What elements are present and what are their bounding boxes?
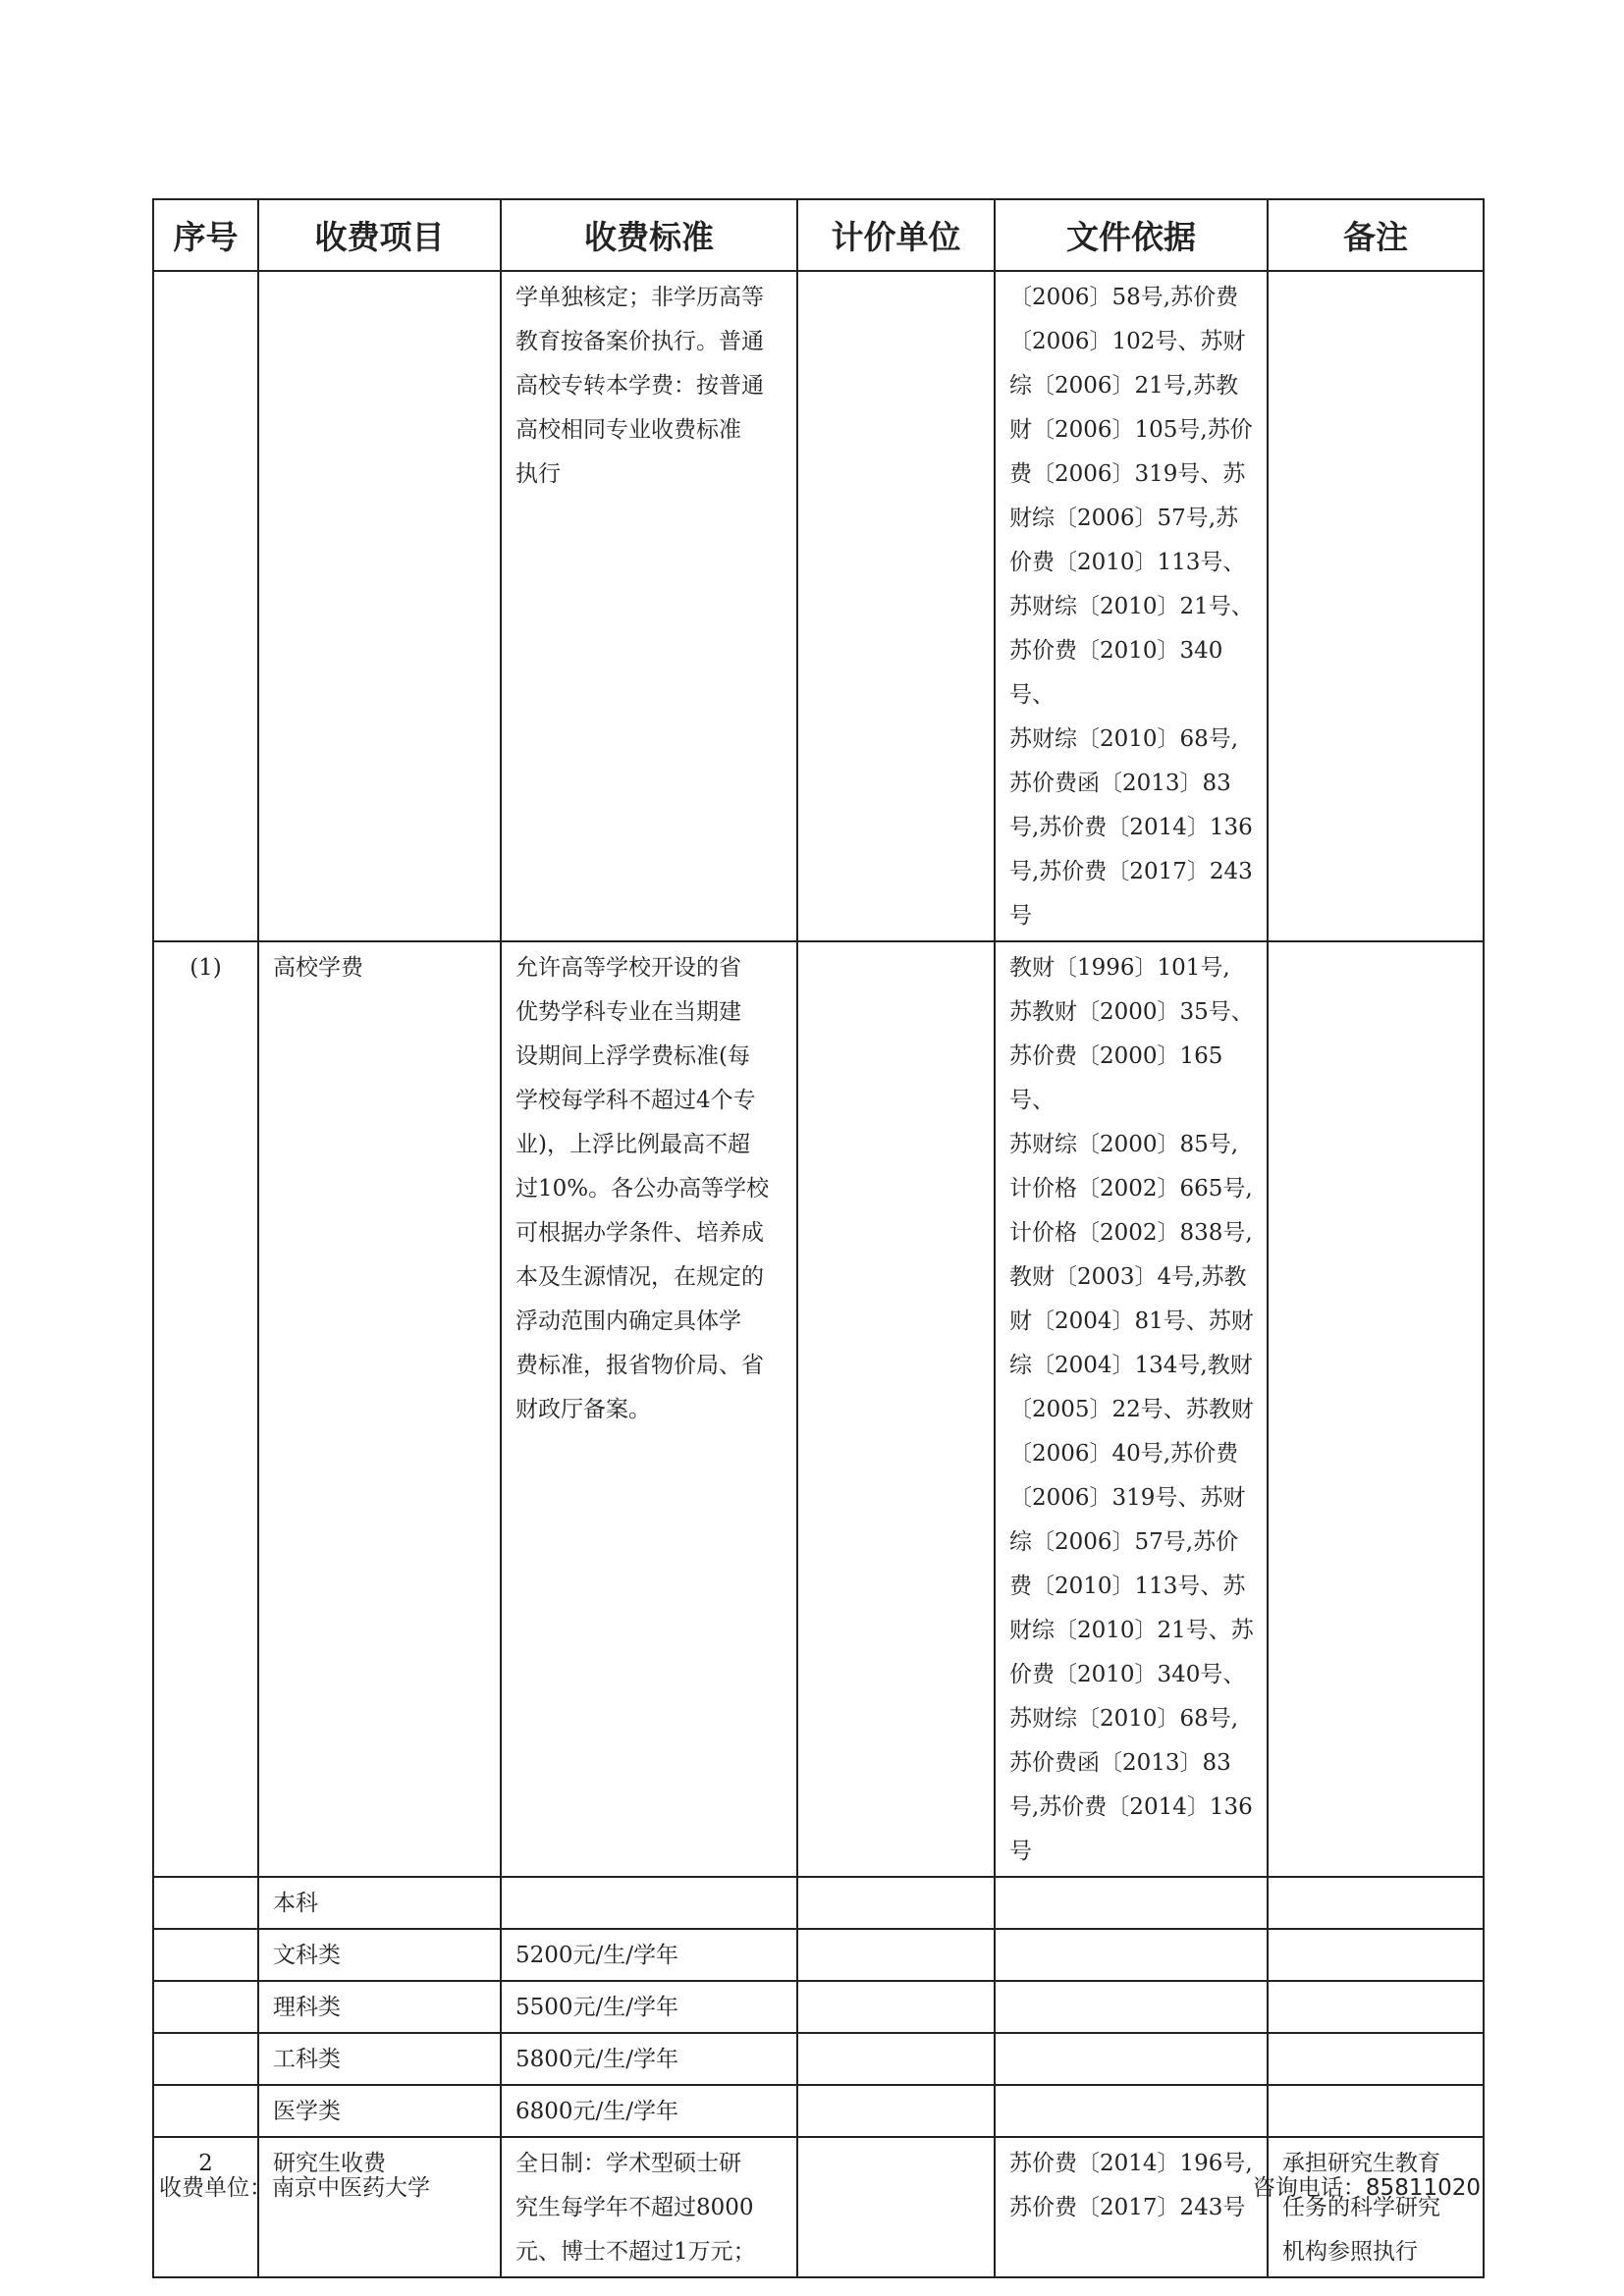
- header-fee-standard: 收费标准: [501, 199, 797, 271]
- serial-number-cell: (1): [153, 941, 258, 1877]
- fee-standard-cell: 6800元/生/学年: [501, 2085, 797, 2137]
- consultation-phone-footer: 咨询电话：85811020: [1252, 2175, 1481, 2201]
- fee-standard-cell: 5800元/生/学年: [501, 2033, 797, 2085]
- document-basis-cell: [995, 1981, 1268, 2033]
- remarks-cell: [1268, 2033, 1484, 2085]
- serial-number-cell: [153, 1929, 258, 1981]
- header-fee-item: 收费项目: [258, 199, 501, 271]
- header-remarks: 备注: [1268, 199, 1484, 271]
- remarks-cell: [1268, 941, 1484, 1877]
- pricing-unit-cell: [797, 1877, 995, 1929]
- fee-item-cell: [258, 271, 501, 941]
- document-basis-cell: [995, 1877, 1268, 1929]
- table-row: [153, 2085, 1484, 2137]
- serial-number-cell: [153, 2085, 258, 2137]
- fee-standard-cell: 允许高等学校开设的省 优势学科专业在当期建 设期间上浮学费标准(每 学校每学科不超过4个专 业)，上浮比例最高不超 过10%。各公办高等学校 可根据办学条件、培养成 本及生源情况，在规定的 浮动范围内确定具体学 费标准，报省物价局、省 财政厅备案。: [501, 941, 797, 1877]
- pricing-unit-cell: [797, 2085, 995, 2137]
- serial-number-cell: [153, 1877, 258, 1929]
- header-serial-number: 序号: [153, 199, 258, 271]
- fee-table: [152, 198, 1485, 2278]
- pricing-unit-cell: [797, 1929, 995, 1981]
- header-document-basis: 文件依据: [995, 199, 1268, 271]
- document-basis-cell: [995, 2085, 1268, 2137]
- pricing-unit-cell: [797, 941, 995, 1877]
- table-row: [153, 1877, 1484, 1929]
- document-basis-cell: [995, 2033, 1268, 2085]
- fee-item-cell: 高校学费: [258, 941, 501, 1877]
- pricing-unit-cell: [797, 2033, 995, 2085]
- charging-unit-footer: 收费单位：南京中医药大学: [159, 2175, 430, 2201]
- fee-standard-cell: 5500元/生/学年: [501, 1981, 797, 2033]
- serial-number-cell: [153, 271, 258, 941]
- fee-item-cell: 研究生收费: [258, 2137, 501, 2277]
- fee-standard-cell: 全日制：学术型硕士研 究生每学年不超过8000 元、博士不超过1万元；: [501, 2137, 797, 2277]
- serial-number-cell: [153, 1981, 258, 2033]
- pricing-unit-cell: [797, 2137, 995, 2277]
- table-row: [153, 1929, 1484, 1981]
- pricing-unit-cell: [797, 271, 995, 941]
- document-basis-cell: 〔2006〕58号,苏价费 〔2006〕102号、苏财 综〔2006〕21号,苏教 财〔2006〕105号,苏价 费〔2006〕319号、苏 财综〔2006〕57号,苏 价费〔2010〕113号、 苏财综〔2010〕21号、 苏价费〔2010〕340号、 苏财综〔2010〕68号, 苏价费函〔2013〕83 号,苏价费〔2014〕136 号,苏价费〔2017〕243 号: [995, 271, 1268, 941]
- remarks-cell: [1268, 1877, 1484, 1929]
- fee-standard-cell: 学单独核定；非学历高等 教育按备案价执行。普通 高校专转本学费：按普通 高校相同专业收费标准 执行: [501, 271, 797, 941]
- table-row: [153, 2137, 1484, 2277]
- fee-item-cell: 本科: [258, 1877, 501, 1929]
- fee-standard-cell: [501, 1877, 797, 1929]
- fee-item-cell: 工科类: [258, 2033, 501, 2085]
- fee-item-cell: 医学类: [258, 2085, 501, 2137]
- serial-number-cell: [153, 2033, 258, 2085]
- header-pricing-unit: 计价单位: [797, 199, 995, 271]
- pricing-unit-cell: [797, 1981, 995, 2033]
- remarks-cell: [1268, 2085, 1484, 2137]
- fee-standard-cell: 5200元/生/学年: [501, 1929, 797, 1981]
- table-row: [153, 941, 1484, 1877]
- remarks-cell: [1268, 1929, 1484, 1981]
- serial-number-cell: 2: [153, 2137, 258, 2277]
- table-row: [153, 1981, 1484, 2033]
- document-basis-cell: [995, 1929, 1268, 1981]
- remarks-cell: [1268, 1981, 1484, 2033]
- table-row: [153, 2033, 1484, 2085]
- remarks-cell: [1268, 271, 1484, 941]
- fee-item-cell: 文科类: [258, 1929, 501, 1981]
- remarks-cell: 承担研究生教育 任务的科学研究 机构参照执行: [1268, 2137, 1484, 2277]
- table-header-row: [153, 199, 1484, 271]
- fee-item-cell: 理科类: [258, 1981, 501, 2033]
- document-basis-cell: 教财〔1996〕101号, 苏教财〔2000〕35号、 苏价费〔2000〕165号、 苏财综〔2000〕85号, 计价格〔2002〕665号, 计价格〔2002〕838号, 教财〔2003〕4号,苏教 财〔2004〕81号、苏财 综〔2004〕134号,教财 〔2005〕22号、苏教财 〔2006〕40号,苏价费 〔2006〕319号、苏财 综〔2006〕57号,苏价 费〔2010〕113号、苏 财综〔2010〕21号、苏 价费〔2010〕340号、 苏财综〔2010〕68号, 苏价费函〔2013〕83 号,苏价费〔2014〕136 号: [995, 941, 1268, 1877]
- table-row: [153, 271, 1484, 941]
- document-basis-cell: 苏价费〔2014〕196号, 苏价费〔2017〕243号: [995, 2137, 1268, 2277]
